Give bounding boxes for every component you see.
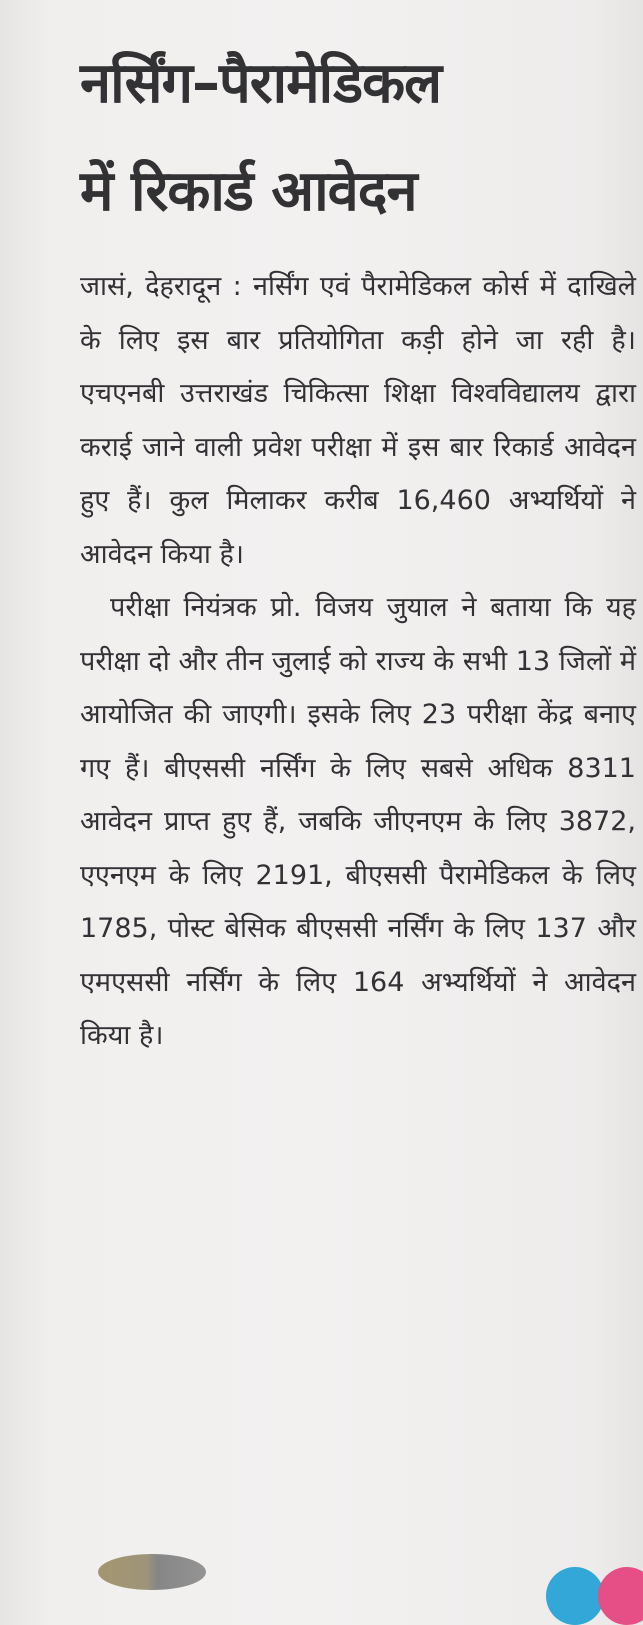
brown-oval-shape — [98, 1554, 206, 1590]
headline-line-1: नर्सिंग–पैरामेडिकल — [80, 51, 442, 116]
article-body — [80, 260, 636, 1063]
newspaper-clipping — [80, 30, 636, 1063]
blue-circle-shape — [546, 1567, 604, 1625]
article-paragraph-2: परीक्षा नियंत्रक प्रो. विजय जुयाल ने बताया कि यह परीक्षा दो और तीन जुलाई को राज्य के सभी 13 जिलों में आयोजित की जाएगी। इसके लिए 23 परीक्षा केंद्र बनाए गए हैं। बीएससी नर्सिंग के लिए सबसे अधिक 8311 आवेदन प्राप्त हुए हैं, जबकि जीएनएम के लिए 3872, एएनएम के लिए 2191, बीएससी पैरामेडिकल के लिए 1785, पोस्ट बेसिक बीएससी नर्सिंग के लिए 137 और एमएससी नर्सिंग के लिए 164 अभ्यर्थियों ने आवेदन किया है। — [80, 592, 636, 1051]
pink-circle-shape — [598, 1567, 643, 1625]
headline — [80, 30, 636, 246]
headline-line-2: में रिकार्ड आवेदन — [80, 159, 417, 224]
article-paragraph-1: जासं, देहरादून : नर्सिंग एवं पैरामेडिकल कोर्स में दाखिले के लिए इस बार प्रतियोगिता कड़ी होने जा रही है। एचएनबी उत्तराखंड चिकित्सा शिक्षा विश्वविद्यालय द्वारा कराई जाने वाली प्रवेश परीक्षा में इस बार रिकार्ड आवेदन हुए हैं। कुल मिलाकर करीब 16,460 अभ्यर्थियों ने आवेदन किया है। — [80, 271, 636, 570]
